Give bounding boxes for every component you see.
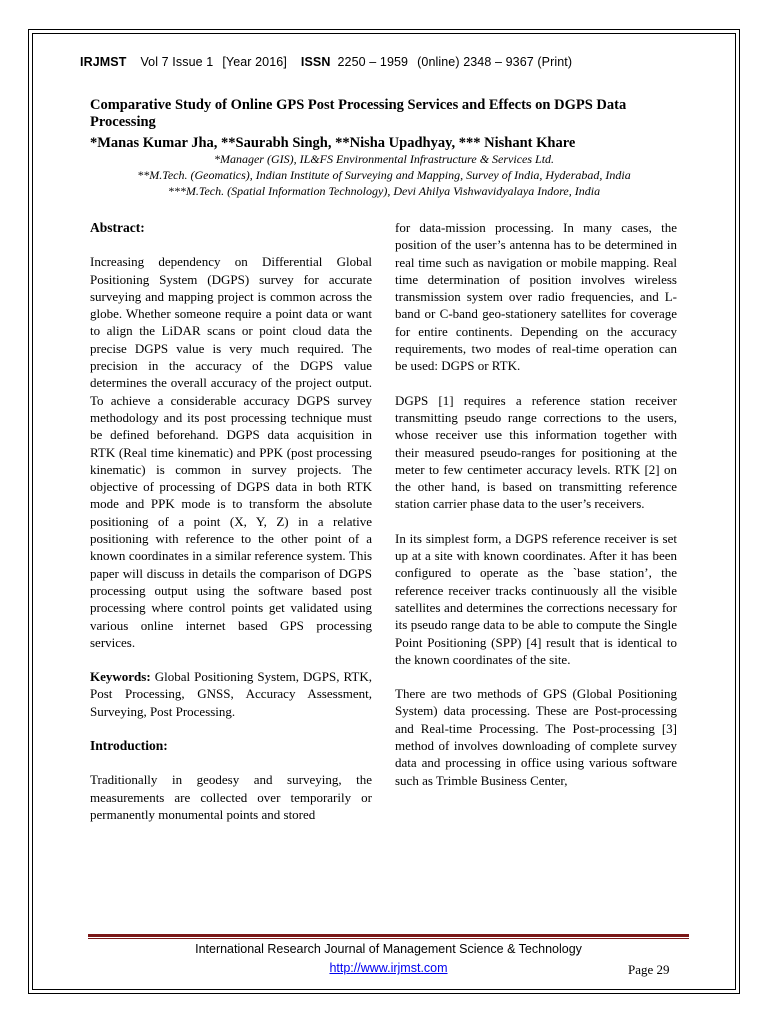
journal-header [80,55,572,69]
left-column [90,219,372,840]
paper-title: Comparative Study of Online GPS Post Processing Services and Effects on DGPS Data Processing [90,97,627,130]
footer-journal-name: International Research Journal of Management Science & Technology [195,942,582,956]
keywords [90,668,372,720]
keywords-text: Global Positioning System, DGPS, RTK, Post Processing, GNSS, Accuracy Assessment, Surveying, Post Processing. [90,669,372,719]
footer-rule-thin [88,938,689,939]
right-column [395,219,677,806]
paragraph-3: In its simplest form, a DGPS reference receiver is set up at a site with known coordinates. After it has been configured to operate as the `base station’, the reference receiver tracks continuously all the visible satellites and determines the corrections necessary for its pseudo range data to be able to compute the Single Point Positioning (SPP) [4] result that is identical to the known coordinates of the site. [395,530,677,667]
footer-link-wrap [88,961,689,975]
affiliation-1: *Manager (GIS), IL&FS Environmental Infrastructure & Services Ltd. [213,152,555,166]
paragraph-4: There are two methods of GPS (Global Positioning System) data processing. These are Post-processing and Real-time Processing. The Post-processing [3] method of involves downloading of complete survey data and processing in office using various software such as Trimble Business Center, [395,686,677,788]
journal-website-link[interactable]: http://www.irjmst.com [329,961,448,975]
volume: Vol 7 Issue 1 [140,55,214,69]
affiliation-2: **M.Tech. (Geomatics), Indian Institute of Surveying and Mapping, Survey of India, Hyderabad, India [137,168,631,182]
issn-print: 2348 – 9367 (Print) [463,55,573,69]
year: [Year 2016] [222,55,287,69]
paragraph-1: for data-mission processing. In many cases, the position of the user’s antenna has to be determined in real time such as navigation or mobile mapping. Real time determination of position involves wireless transmission system over radio frequencies, and L-band or C-band geo-stationery satellites for coverage for entire continents. Depending on the accuracy requirements, two modes of real-time operation can be used: DGPS or RTK. [395,220,677,374]
issn-online-tag: (0nline) [417,55,460,69]
page-number: Page 29 [628,962,670,977]
footer-rule-thick [88,934,689,937]
introduction-heading: Introduction: [90,738,168,754]
abstract-text: Increasing dependency on Differential Global Positioning System (DGPS) survey for accurate surveying and mapping project is common across the globe. Whether someone require a point data or want to align the LiDAR scans or point cloud data the precise DGPS value is very much required. The precision in the accuracy of the DGPS value determines the overall accuracy of the project output. To achieve a considerable accuracy DGPS survey methodology and its post processing technique must be defined beforehand. DGPS data acquisition in RTK (Real time kinematic) and PPK (post processing kinematic) is common in survey projects. The objective of processing of DGPS data in both RTK mode and PPK mode is to transform the absolute positioning of a point (X, Y, Z) in a relative positioning with reference to the other point of a known coordinates in a similar reference system. This paper will discuss in details the comparison of DGPS processing output using the software based post processing where control points get validated using various online internet based GPS processing services. [90,254,372,650]
paper-authors: *Manas Kumar Jha, **Saurabh Singh, **Nisha Upadhyay, *** Nishant Khare [90,135,576,151]
paragraph-2: DGPS [1] requires a reference station receiver transmitting pseudo range corrections to the users, whose receiver use this information together with their measured pseudo-ranges for positioning at the meter to few centimeter accuracy levels. RTK [2] on the other hand, is based on transmitting reference station carrier phase data to the user’s receivers. [395,392,677,512]
issn-label: ISSN [300,55,331,69]
keywords-label: Keywords: [90,669,151,685]
issn-online: 2250 – 1959 [337,55,409,69]
introduction-text: Traditionally in geodesy and surveying, the measurements are collected over temporarily or permanently monumental points and stored [90,772,372,822]
affiliation-3: ***M.Tech. (Spatial Information Technology), Devi Ahilya Vishwavidyalaya Indore, India [167,184,601,198]
journal-abbrev: IRJMST [80,55,127,69]
abstract-heading: Abstract: [90,220,145,235]
